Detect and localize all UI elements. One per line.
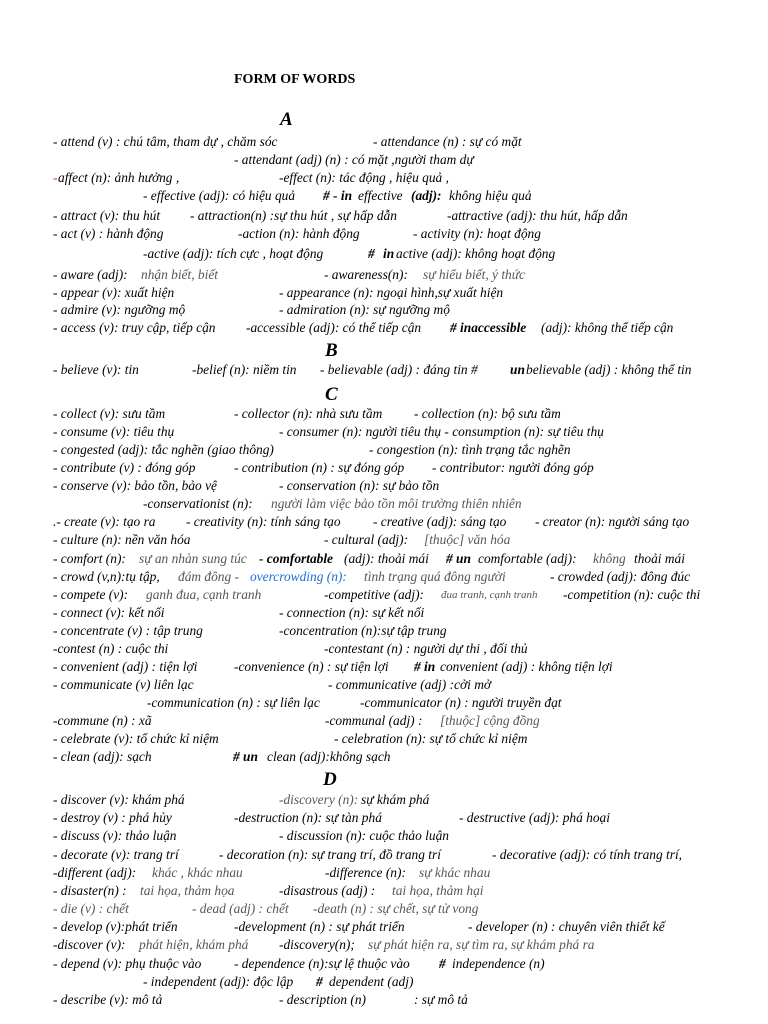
entry-text: -convenience (n) : sự tiện lợi (234, 659, 389, 674)
entry-effective (0, 187, 768, 205)
entry-text: - develop (v):phát triển (53, 919, 178, 934)
entry-text: - conservation (n): sự bảo tồn (279, 478, 440, 493)
entry-text: (adj): thoải mái (344, 551, 429, 566)
entry-commune (0, 712, 768, 730)
entry-convenient (0, 658, 768, 676)
entry-text: - celebrate (v): tổ chức kỉ niệm (53, 731, 219, 746)
entry-text: - creativity (n): tính sáng tạo (186, 514, 341, 529)
entry-create (0, 513, 768, 531)
entry-text: - discussion (n): cuộc thảo luận (279, 828, 449, 843)
entry-text: - aware (adj): (53, 267, 128, 282)
entry-text: đám đông - (178, 569, 239, 584)
entry-text: - destructive (adj): phá hoại (459, 810, 610, 825)
entry-text: - connection (n): sự kết nối (279, 605, 425, 620)
entry-text: tình trạng quá đông người (364, 569, 506, 584)
entry-contribute (0, 459, 768, 477)
entry-text: -action (n): hành động (238, 226, 360, 241)
entry-text: - dead (adj) : chết (192, 901, 289, 916)
entry-depend (0, 955, 768, 973)
entry-text: - compete (v): (53, 587, 129, 602)
entry-crowd (0, 568, 768, 586)
entry-text: -attractive (adj): thu hút, hấp dẫn (447, 208, 628, 223)
entry-text: - comfortable (259, 551, 334, 566)
entry-discover (0, 791, 768, 809)
entry-text: tai họa, thảm hại (392, 883, 484, 898)
entry-text: - depend (v): phụ thuộc vào (53, 956, 202, 971)
entry-text: - awareness(n): (324, 267, 408, 282)
entry-text: - die (v) : chết (53, 901, 129, 916)
entry-text: -contestant (n) : người dự thi , đối thủ (324, 641, 528, 656)
entry-concentrate (0, 622, 768, 640)
entry-discover-2 (0, 936, 768, 954)
entry-prefix: un (510, 362, 525, 377)
entry-attend (0, 133, 768, 151)
document-title: FORM OF WORDS (234, 72, 356, 87)
entry-text: - culture (n): nền văn hóa (53, 532, 191, 547)
entry-text: -discover (v): (53, 937, 126, 952)
entry-compete (0, 586, 768, 604)
entry-text: sự khám phá (361, 792, 430, 807)
entry-text: - decorative (adj): có tính trang trí, (492, 847, 683, 862)
entry-decorate (0, 846, 768, 864)
entry-text: sự hiểu biết, ý thức (423, 267, 525, 282)
entry-text: - act (v) : hành động (53, 226, 164, 241)
entry-text: - crowd (v,n):tụ tập, (53, 569, 160, 584)
entry-text: dependent (adj) (329, 974, 414, 989)
entry-text: -belief (n): niềm tin (192, 362, 297, 377)
entry-text: sự khác nhau (419, 865, 491, 880)
entry-prefix: in (383, 246, 395, 261)
entry-destroy (0, 809, 768, 827)
entry-text: - clean (adj): sạch (53, 749, 152, 764)
entry-text: - attendance (n) : sự có mặt (373, 134, 522, 149)
entry-text: - communicate (v) liên lạc (53, 677, 194, 692)
entry-text: comfortable (adj): (478, 551, 577, 566)
entry-prefix: # un (446, 551, 471, 566)
entry-different (0, 864, 768, 882)
entry-act (0, 225, 768, 243)
entry-prefix: # (439, 956, 446, 971)
entry-text: - decorate (v): trang trí (53, 847, 179, 862)
entry-text: affect (n): ảnh hưởng , (58, 170, 180, 185)
entry-text: - disaster(n) : (53, 883, 127, 898)
entry-text: - crowded (adj): đông đúc (550, 569, 691, 584)
entry-text: nhận biết, biết (141, 267, 218, 282)
entry-admire (0, 301, 768, 319)
entry-text: [thuộc] cộng đồng (440, 713, 540, 728)
entry-text: -accessible (adj): có thể tiếp cận (246, 320, 422, 335)
entry-conservationist (0, 495, 768, 513)
entry-prefix: # (368, 246, 375, 261)
entry-prefix: # in (414, 659, 436, 674)
entry-text: - decoration (n): sự trang trí, đồ trang trí (219, 847, 441, 862)
entry-aware (0, 266, 768, 284)
entry-text: effective (358, 188, 403, 203)
entry-prefix: # - in (323, 188, 353, 203)
section-heading-a: A (280, 109, 293, 130)
entry-text: -different (adj): (53, 865, 137, 880)
entry-text: - activity (n): hoạt động (413, 226, 541, 241)
entry-affect (0, 169, 768, 187)
entry-text: -development (n) : sự phát triển (234, 919, 405, 934)
entry-text: - independent (adj): độc lập (143, 974, 294, 989)
entry-text: - attend (v) : chú tâm, tham dự , chăm sóc (53, 134, 278, 149)
entry-text: -communication (n) : sự liên lạc (147, 695, 320, 710)
entry-text: believable (adj) : không thể tin (526, 362, 692, 377)
entry-believe (0, 361, 768, 379)
entry-text: - contribution (n) : sự đóng góp (234, 460, 405, 475)
section-heading-c: C (325, 384, 338, 405)
entry-prefix: # un (233, 749, 258, 764)
entry-conserve (0, 477, 768, 495)
entry-text: -contest (n) : cuộc thi (53, 641, 169, 656)
entry-text: -destruction (n): sự tàn phá (234, 810, 382, 825)
entry-text: -competition (n): cuộc thi (563, 587, 701, 602)
entry-text: - believable (adj) : đáng tin # (320, 362, 478, 377)
entry-text: - consume (v): tiêu thụ (53, 424, 175, 439)
entry-celebrate (0, 730, 768, 748)
entry-disaster (0, 882, 768, 900)
entry-text: không hiệu quả (449, 188, 532, 203)
entry-text: - admiration (n): sự ngưỡng mộ (279, 302, 450, 317)
entry-text: [thuộc] văn hóa (424, 532, 511, 547)
entry-text: - destroy (v) : phá hủy (53, 810, 172, 825)
entry-text: - contributor: người đóng góp (432, 460, 594, 475)
entry-text: convenient (adj) : không tiện lợi (440, 659, 613, 674)
entry-text: ganh đua, cạnh tranh (146, 587, 262, 602)
entry-congested (0, 441, 768, 459)
entry-text: - consumer (n): người tiêu thụ - consumption (n): sự tiêu thụ (279, 424, 604, 439)
entry-text: -competitive (adj): (324, 587, 425, 602)
entry-link-text: overcrowding (n): (250, 569, 347, 584)
entry-text: - conserve (v): bảo tồn, bảo vệ (53, 478, 217, 493)
entry-text: - creative (adj): sáng tạo (373, 514, 507, 529)
entry-text: đua tranh, cạnh tranh (441, 589, 538, 601)
entry-develop (0, 918, 768, 936)
entry-attendant (0, 151, 768, 169)
entry-text: - attraction(n) :sự thu hút , sự hấp dẫn (190, 208, 397, 223)
entry-text: - connect (v): kết nối (53, 605, 165, 620)
entry-text: clean (adj):không sạch (267, 749, 391, 764)
entry-text: khác , khác nhau (152, 865, 243, 880)
entry-text: - access (v): truy cập, tiếp cận (53, 320, 216, 335)
entry-text: - cultural (adj): (324, 532, 409, 547)
entry-text: - developer (n) : chuyên viên thiết kế (468, 919, 665, 934)
entry-text: -conservationist (n): (143, 496, 253, 511)
entry-communicate (0, 676, 768, 694)
section-heading-d: D (323, 769, 337, 790)
entry-text: : sự mô tả (414, 992, 468, 1007)
entry-connect (0, 604, 768, 622)
entry-communication (0, 694, 768, 712)
entry-text: independence (n) (452, 956, 545, 971)
entry-text: - comfort (n): (53, 551, 126, 566)
entry-appear (0, 284, 768, 302)
section-heading-b: B (325, 340, 338, 361)
entry-text: sự an nhàn sung túc (139, 551, 247, 566)
entry-text: người làm việc bảo tồn môi trường thiên nhiên (271, 496, 522, 511)
entry-text: - contribute (v) : đóng góp (53, 460, 196, 475)
entry-text: -active (adj): tích cực , hoạt động (143, 246, 324, 261)
entry-die (0, 900, 768, 918)
entry-text: - dependence (n):sự lệ thuộc vào (234, 956, 410, 971)
entry-text: (adj): không thể tiếp cận (541, 320, 674, 335)
entry-text: - creator (n): người sáng tạo (535, 514, 690, 529)
entry-text: tai họa, thảm họa (140, 883, 235, 898)
entry-text: - appear (v): xuất hiện (53, 285, 175, 300)
entry-text: - discover (v): khám phá (53, 792, 185, 807)
entry-text: - convenient (adj) : tiện lợi (53, 659, 198, 674)
entry-text: - effective (adj): có hiệu quả (143, 188, 296, 203)
entry-text: - celebration (n): sự tổ chức kỉ niệm (334, 731, 528, 746)
entry-contest (0, 640, 768, 658)
entry-access (0, 319, 768, 337)
entry-active (0, 245, 768, 263)
entry-text: .- create (v): tạo ra (53, 514, 156, 529)
entry-text: -discovery (n): (279, 792, 359, 807)
entry-text: - concentrate (v) : tập trung (53, 623, 203, 638)
entry-text: (adj): (411, 188, 442, 203)
entry-text: -death (n) : sự chết, sự tử vong (313, 901, 479, 916)
entry-text: -communicator (n) : người truyền đạt (360, 695, 562, 710)
entry-text: -disastrous (adj) : (279, 883, 376, 898)
entry-text: phát hiện, khám phá (139, 937, 249, 952)
entry-text: -discovery(n); (279, 937, 355, 952)
entry-text: -difference (n): (325, 865, 406, 880)
entry-text: - admire (v): ngưỡng mộ (53, 302, 186, 317)
entry-text: - congestion (n): tình trạng tắc nghẽn (369, 442, 571, 457)
entry-prefix: # (316, 974, 323, 989)
entry-text: - congested (adj): tắc nghẽn (giao thông) (53, 442, 274, 457)
entry-text: - appearance (n): ngoại hình,sự xuất hiện (279, 285, 504, 300)
entry-text: thoải mái (634, 551, 685, 566)
entry-text: -effect (n): tác động , hiệu quả , (279, 170, 449, 185)
entry-text: - collector (n): nhà sưu tầm (234, 406, 383, 421)
entry-discuss (0, 827, 768, 845)
entry-text: - communicative (adj) :cởi mở (328, 677, 492, 692)
entry-text: - discuss (v): thảo luận (53, 828, 177, 843)
entry-text: - collect (v): sưu tầm (53, 406, 166, 421)
entry-text: -communal (adj) : (325, 713, 423, 728)
entry-prefix: # inaccessible (450, 320, 527, 335)
entry-comfort (0, 550, 768, 568)
entry-consume (0, 423, 768, 441)
entry-clean (0, 748, 768, 766)
entry-text: sự phát hiện ra, sự tìm ra, sự khám phá ra (368, 937, 595, 952)
entry-text: - description (n) (279, 992, 367, 1007)
entry-text: -concentration (n):sự tập trung (279, 623, 447, 638)
entry-text: - attendant (adj) (n) : có mặt ,người tham dự (234, 152, 474, 167)
entry-text: active (adj): không hoạt động (396, 246, 556, 261)
entry-text: - collection (n): bộ sưu tầm (414, 406, 561, 421)
entry-marker: - (53, 170, 58, 185)
entry-culture (0, 531, 768, 549)
entry-text: -commune (n) : xã (53, 713, 152, 728)
entry-text: - describe (v): mô tả (53, 992, 163, 1007)
entry-describe (0, 991, 768, 1009)
entry-collect (0, 405, 768, 423)
entry-attract (0, 207, 768, 225)
entry-independent (0, 973, 768, 991)
entry-text: - attract (v): thu hút (53, 208, 161, 223)
entry-text: - believe (v): tin (53, 362, 139, 377)
entry-text: không (593, 551, 626, 566)
